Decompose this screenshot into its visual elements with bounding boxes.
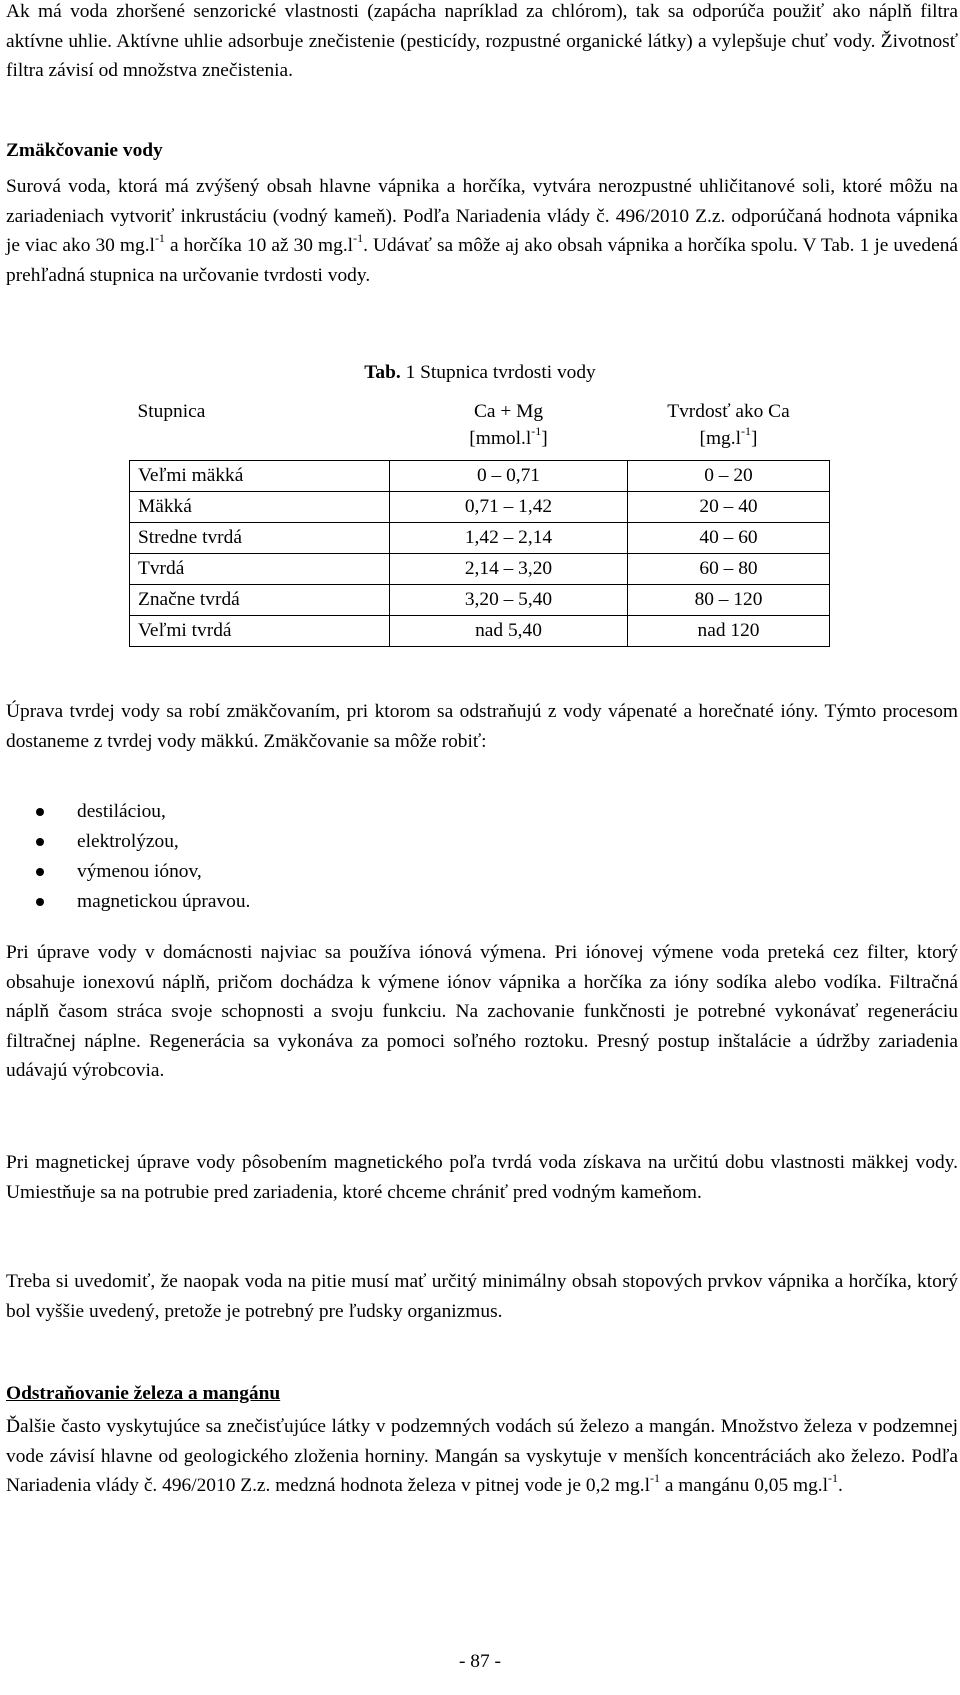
table-row — [130, 585, 830, 616]
cell-grade: Mäkká — [130, 492, 390, 523]
bullet-icon — [36, 838, 44, 846]
table-row — [130, 554, 830, 585]
cell-ca: 40 – 60 — [628, 523, 830, 554]
softening-paragraph — [6, 172, 958, 290]
header-text: Ca + Mg — [473, 401, 544, 422]
header-grade: Stupnica — [130, 398, 390, 461]
cell-camg: 0,71 – 1,42 — [390, 492, 628, 523]
list-item-text: destiláciou, — [77, 801, 166, 822]
cell-grade: Tvrdá — [130, 554, 390, 585]
ion-exchange-paragraph: Pri úprave vody v domácnosti najviac sa používa iónová výmena. Pri iónovej výmene voda preteká cez filter, ktorý obsahuje ionexovú náplň, pričom dochádza k výmene iónov vápnika a horčíka za ióny sodíka alebo vodíka. Filtračná náplň časom stráca svoje schopnosti a svoju funkciu. Na zachovanie funkčnosti je potrebné vykonávať regeneráciu filtračnej náplne. Regenerácia sa vykonáva za pomoci soľného roztoku. Presný postup inštalácie a údržby zariadenia udávajú výrobcovia. — [6, 942, 958, 1082]
text-run: Ďalšie často vyskytujúce sa znečisťujúce látky v podzemných vodách sú železo a mangán. Množstvo železa v podzemnej vode závisí hlavne od geologického zloženia horniny. Mangán sa vyskytuje v menších koncentráciách ako železo. Podľa Nariadenia vlády č. 496/2010 Z.z. medzná hodnota železa v pitnej vode je 0,2 mg.l — [6, 1416, 958, 1497]
superscript: -1 — [154, 230, 165, 245]
cell-camg: 1,42 – 2,14 — [390, 523, 628, 554]
table-row — [130, 616, 830, 647]
list-item — [36, 797, 250, 827]
cell-ca: 0 – 20 — [628, 461, 830, 492]
superscript: -1 — [649, 1470, 660, 1485]
list-item-text: výmenou iónov, — [77, 861, 202, 882]
treatment-paragraph: Úprava tvrdej vody sa robí zmäkčovaním, pri ktorom sa odstraňujú z vody vápenaté a horečnaté ióny. Týmto procesom dostaneme z tvrdej vody mäkkú. Zmäkčovanie sa môže robiť: — [6, 701, 958, 752]
superscript: -1 — [741, 423, 751, 438]
cell-ca: 80 – 120 — [628, 585, 830, 616]
cell-camg: 2,14 – 3,20 — [390, 554, 628, 585]
caption-label: Tab. — [364, 362, 401, 383]
list-item-text: magnetickou úpravou. — [77, 891, 251, 912]
hardness-table — [129, 398, 830, 647]
superscript: -1 — [353, 230, 364, 245]
cell-grade: Veľmi tvrdá — [130, 616, 390, 647]
header-camg — [390, 398, 628, 461]
header-ca — [628, 398, 830, 461]
iron-paragraph — [6, 1412, 958, 1501]
intro-paragraph: Ak má voda zhoršené senzorické vlastnosti (zapácha napríklad za chlórom), tak sa odporúča použiť ako náplň filtra aktívne uhlie. Aktívne uhlie adsorbuje znečistenie (pesticídy, rozpustné organické látky) a vylepšuje chuť vody. Životnosť filtra závisí od množstva znečistenia. — [6, 1, 958, 82]
text-run: Surová voda, ktorá má zvýšený obsah hlavne vápnika a horčíka, vytvára nerozpustné uhličitanové soli, ktoré môžu na zariadeniach vytvoriť inkrustáciu (vodný kameň). Podľa Nariadenia vlády č. 496/2010 Z.z. odporúčaná hodnota vápnika je viac ako 30 mg.l — [6, 176, 958, 257]
text-run: . Udávať sa môže aj ako obsah vápnika a horčíka spolu. V Tab. 1 je uvedená prehľadná stupnica na určovanie tvrdosti vody. — [6, 235, 958, 286]
table-header-row — [130, 398, 830, 461]
header-text: [mmol.l — [469, 428, 532, 449]
cell-grade: Značne tvrdá — [130, 585, 390, 616]
bullet-icon — [36, 808, 44, 816]
section-heading-softening: Zmäkčovanie vody — [6, 140, 163, 161]
section-heading-iron: Odstraňovanie železa a mangánu — [6, 1383, 281, 1404]
cell-grade: Stredne tvrdá — [130, 523, 390, 554]
superscript: -1 — [828, 1470, 839, 1485]
cell-camg: 3,20 – 5,40 — [390, 585, 628, 616]
list-item — [36, 827, 250, 857]
list-item — [36, 887, 250, 917]
page-number: - 87 - — [458, 1651, 501, 1672]
text-run: a mangánu 0,05 mg.l — [659, 1475, 829, 1497]
cell-camg: nad 5,40 — [390, 616, 628, 647]
cell-ca: 60 – 80 — [628, 554, 830, 585]
cell-grade: Veľmi mäkká — [130, 461, 390, 492]
text-run: . — [838, 1475, 843, 1497]
magnetic-paragraph: Pri magnetickej úprave vody pôsobením magnetického poľa tvrdá voda získava na určitú dobu vlastnosti mäkkej vody. Umiestňuje sa na potrubie pred zariadenia, ktoré chceme chrániť pred vodným kameňom. — [6, 1152, 958, 1203]
cell-ca: nad 120 — [628, 616, 830, 647]
bullet-icon — [36, 898, 44, 906]
table-row — [130, 492, 830, 523]
list-item — [36, 857, 250, 887]
header-text: Tvrdosť ako Ca — [667, 401, 790, 422]
table-caption — [0, 362, 960, 384]
table-row — [130, 461, 830, 492]
text-run: a horčíka 10 až 30 mg.l — [164, 235, 354, 257]
bullet-icon — [36, 868, 44, 876]
header-text: ] — [541, 428, 548, 449]
minerals-paragraph: Treba si uvedomiť, že naopak voda na pitie musí mať určitý minimálny obsah stopových prvkov vápnika a horčíka, ktorý bol vyššie uvedený, pretože je potrebný pre ľudsky organizmus. — [6, 1271, 958, 1322]
header-text: [mg.l — [699, 428, 741, 449]
header-text: ] — [751, 428, 758, 449]
superscript: -1 — [531, 423, 542, 438]
cell-ca: 20 – 40 — [628, 492, 830, 523]
list-item-text: elektrolýzou, — [77, 831, 179, 852]
table-row — [130, 523, 830, 554]
cell-camg: 0 – 0,71 — [390, 461, 628, 492]
softening-methods-list — [36, 797, 250, 917]
caption-text: 1 Stupnica tvrdosti vody — [400, 362, 596, 383]
